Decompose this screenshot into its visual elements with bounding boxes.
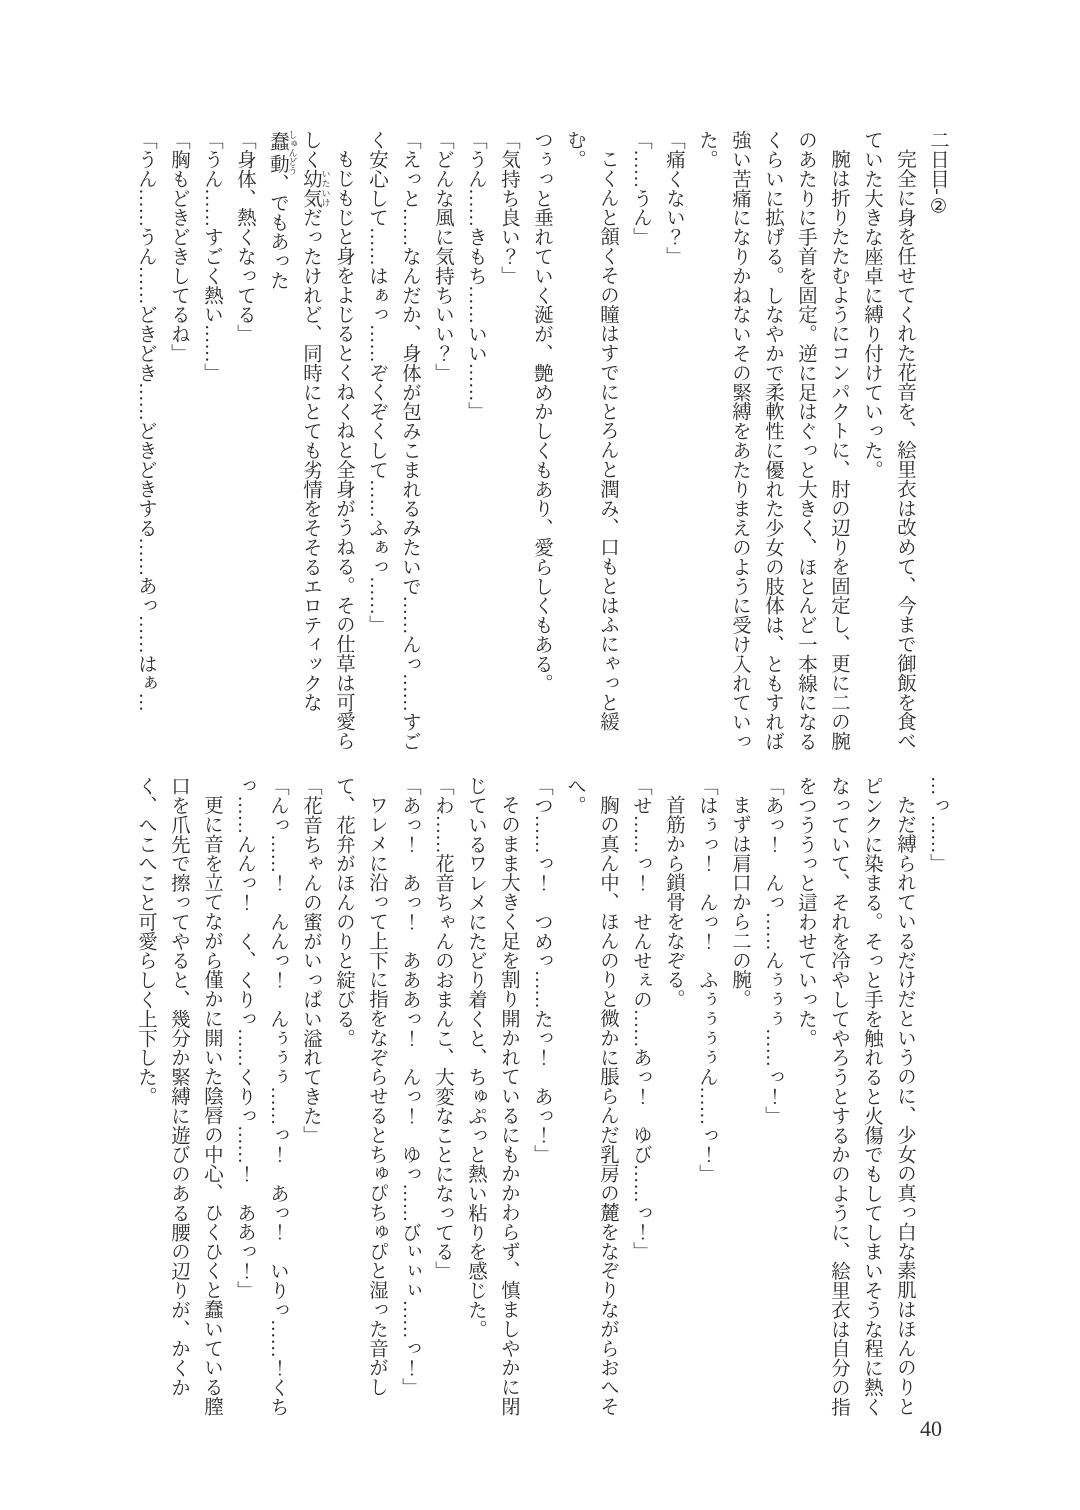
text-line: 「うん……うん……どきどき……どきどきする……あっ……はぁ… [135,130,156,712]
text-line: …っ……」 [927,776,948,873]
text-line: ワレメに沿って上下に指をなぞらせるとちゅぴちゅぴと湿った音がして、花弁がほんのりと綻びる。 [333,776,387,1397]
page-number: 40 [920,1416,942,1441]
text-line: まずは肩口から二の腕。 [729,795,750,1009]
text-line: 「……うん」 [630,130,651,247]
furigana-word: 幼気 いたいけ [300,168,331,208]
text-line: つぅっと垂れていく涎が、艶めかしくもあり、愛らしくもある。 [531,130,552,693]
lower-text-block [129,776,954,1424]
upper-text-block [129,130,954,754]
text-line: 完全に身を任せてくれた花音を、絵里衣は改めて、今まで御飯を食べていた大きな座卓に縛り付けていった。 [861,130,915,751]
text-line: ただ縛られているだけだというのに、少女の真っ白な素肌はほんのりとピンクに染まる。そっと手を触れると火傷でもしてしまいそうな程に熱くなっていて、それを冷やしてやろうとするかのように、絵里衣は自分の指をつううっと這わせていった。 [795,776,915,1417]
text-line: 「せ……っ！ せんせぇの……あっ！ ゆび……っ！」 [630,776,651,1261]
text-line: 「うん……すごく熱い……」 [201,130,222,383]
text-line: もじもじと身をよじるとくねくねと全身がうねる。その仕草は可愛らしく幼気 いたいけだったけれど、同時にとても劣情をそそるエロティックな蠢動 しゅんどう、でもあった [267,130,354,751]
text-line: 「わ……花音ちゃんのおまんこ、大変なことになってる」 [432,776,453,1281]
text-line: こくんと頷くその瞳はすでにとろんと潤み、口もとはふにゃっと緩む。 [564,130,618,732]
text-line: 腕は折りたたむようにコンパクトに、肘の辺りを固定し、更に二の腕のあたりに手首を固定。逆に足はぐっと大きく、ほとんど一本線になるくらいに拡げる。しなやかで柔軟性に優れた少女の肢体は、ともすれば強い苦痛になりかねないその緊縛をあたりまえのように受け入れていった。 [696,130,849,751]
text-line: 「んっ……！ んんっ！ んぅぅぅ……っ！ あっ！ いりっ……！くちっ……んんっ！ く、くりっ……くりっ……！ ああっ！」 [234,776,288,1417]
text-line: 「えっと……なんだか、身体が包みこまれるみたいで……んっ……すごく安心して……はぁっ……ぞくぞくして……ふぁっ……」 [366,130,420,751]
text-line: 「花音ちゃんの蜜がいっぱい溢れてきた」 [300,776,321,1145]
text-line: 「つ……っ！ つめっ……たっ！ あっ！」 [531,776,552,1164]
text-line: 「うん……きもち……いい……」 [465,130,486,421]
lower-paragraphs [129,776,954,1424]
text-line: 「身体、熱くなってる」 [234,130,255,344]
text-line: 「痛くない？」 [663,130,684,266]
chapter-title: 二日目‐② [927,130,948,218]
text-line: 「あっ！ んっ……んぅぅぅ……っ！」 [762,776,783,1126]
text-line: そのまま大きく足を割り開かれているにもかかわらず、慎ましやかに閉じているワレメにたどり着くと、ちゅぷっと熱い粘りを感じた。 [465,776,519,1417]
text-line: 「胸もどきどきしてるね」 [168,130,189,363]
text-line: 「はぅっ！ んっ！ ふぅぅぅぅん……っ！」 [696,776,717,1184]
text-line: 更に音を立てながら僅かに開いた陰唇の中心、ひくひくと蠢いている膣口を爪先で擦ってやると、幾分か緊縛に遊びのある腰の辺りが、かくかく、へこへこと可愛らしく上下した。 [135,776,222,1417]
text-line: 首筋から鎖骨をなぞる。 [663,795,684,1009]
text-line: 「どんな風に気持ちいい？」 [432,130,453,383]
text-line: 胸の真ん中、ほんのりと微かに脹らんだ乳房の麓をなぞりながらおへそへ。 [564,776,618,1417]
furigana-word: 蠢動 しゅんどう [267,130,298,175]
text-line: 「気持ち良い？」 [498,130,519,286]
upper-paragraphs [129,130,921,754]
text-line: 「あっ！ あっ！ あああっ！ んっ！ ゆっ……びぃぃぃ……っ！」 [399,776,420,1397]
